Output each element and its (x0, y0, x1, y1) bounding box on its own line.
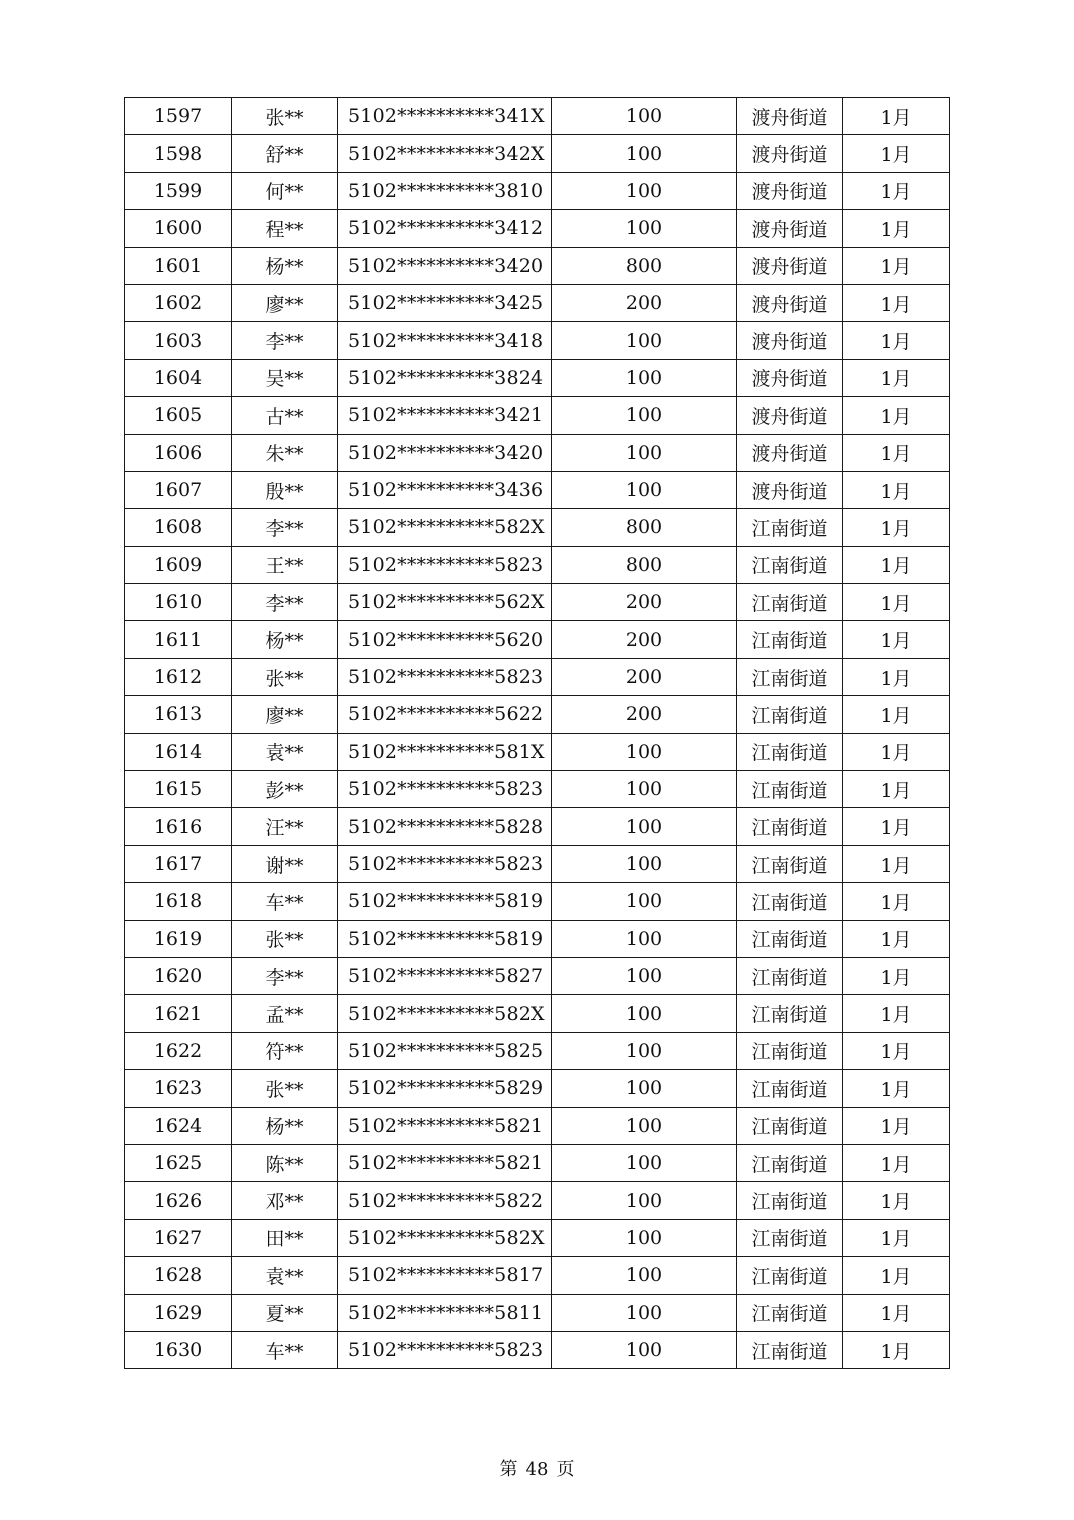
amount-cell: 100 (552, 1331, 737, 1368)
name-cell: 孟** (232, 995, 338, 1032)
street-cell: 江南街道 (737, 995, 843, 1032)
row-number-cell: 1622 (125, 1032, 232, 1069)
id-number-cell: 5102**********3412 (338, 210, 552, 247)
row-number-cell: 1612 (125, 658, 232, 695)
month-cell: 1月 (843, 135, 950, 172)
name-cell: 廖** (232, 696, 338, 733)
street-cell: 江南街道 (737, 1331, 843, 1368)
month-cell: 1月 (843, 1107, 950, 1144)
row-number-cell: 1629 (125, 1294, 232, 1331)
id-number-cell: 5102**********5822 (338, 1182, 552, 1219)
street-cell: 江南街道 (737, 546, 843, 583)
row-number-cell: 1600 (125, 210, 232, 247)
street-cell: 江南街道 (737, 1219, 843, 1256)
name-cell: 袁** (232, 1257, 338, 1294)
street-cell: 渡舟街道 (737, 284, 843, 321)
amount-cell: 100 (552, 322, 737, 359)
id-number-cell: 5102**********5823 (338, 845, 552, 882)
table-row (125, 1107, 950, 1144)
id-number-cell: 5102**********5823 (338, 658, 552, 695)
page-number: 48 (525, 1459, 549, 1480)
street-cell: 渡舟街道 (737, 397, 843, 434)
name-cell: 何** (232, 172, 338, 209)
row-number-cell: 1599 (125, 172, 232, 209)
table-row (125, 98, 950, 135)
name-cell: 程** (232, 210, 338, 247)
street-cell: 江南街道 (737, 696, 843, 733)
amount-cell: 100 (552, 1032, 737, 1069)
row-number-cell: 1630 (125, 1331, 232, 1368)
street-cell: 渡舟街道 (737, 434, 843, 471)
name-cell: 陈** (232, 1144, 338, 1181)
name-cell: 王** (232, 546, 338, 583)
street-cell: 江南街道 (737, 1107, 843, 1144)
table-row (125, 584, 950, 621)
id-number-cell: 5102**********5817 (338, 1257, 552, 1294)
month-cell: 1月 (843, 920, 950, 957)
table-row (125, 135, 950, 172)
amount-cell: 100 (552, 471, 737, 508)
page-suffix: 页 (556, 1459, 575, 1480)
id-number-cell: 5102**********5823 (338, 771, 552, 808)
amount-cell: 100 (552, 434, 737, 471)
month-cell: 1月 (843, 247, 950, 284)
month-cell: 1月 (843, 322, 950, 359)
row-number-cell: 1616 (125, 808, 232, 845)
id-number-cell: 5102**********3824 (338, 359, 552, 396)
month-cell: 1月 (843, 284, 950, 321)
name-cell: 符** (232, 1032, 338, 1069)
id-number-cell: 5102**********581X (338, 733, 552, 770)
table-row (125, 957, 950, 994)
amount-cell: 100 (552, 135, 737, 172)
month-cell: 1月 (843, 546, 950, 583)
amount-cell: 100 (552, 733, 737, 770)
name-cell: 廖** (232, 284, 338, 321)
amount-cell: 100 (552, 1107, 737, 1144)
row-number-cell: 1619 (125, 920, 232, 957)
month-cell: 1月 (843, 1182, 950, 1219)
street-cell: 渡舟街道 (737, 359, 843, 396)
amount-cell: 100 (552, 1294, 737, 1331)
table-row (125, 434, 950, 471)
id-number-cell: 5102**********5811 (338, 1294, 552, 1331)
row-number-cell: 1620 (125, 957, 232, 994)
street-cell: 江南街道 (737, 1032, 843, 1069)
id-number-cell: 5102**********562X (338, 584, 552, 621)
row-number-cell: 1609 (125, 546, 232, 583)
street-cell: 江南街道 (737, 1182, 843, 1219)
amount-cell: 100 (552, 1144, 737, 1181)
row-number-cell: 1608 (125, 509, 232, 546)
row-number-cell: 1614 (125, 733, 232, 770)
street-cell: 渡舟街道 (737, 172, 843, 209)
amount-cell: 800 (552, 509, 737, 546)
month-cell: 1月 (843, 359, 950, 396)
name-cell: 张** (232, 658, 338, 695)
page-prefix: 第 (499, 1459, 518, 1480)
id-number-cell: 5102**********3418 (338, 322, 552, 359)
name-cell: 吴** (232, 359, 338, 396)
table-row (125, 1219, 950, 1256)
month-cell: 1月 (843, 172, 950, 209)
month-cell: 1月 (843, 98, 950, 135)
name-cell: 邓** (232, 1182, 338, 1219)
street-cell: 渡舟街道 (737, 135, 843, 172)
month-cell: 1月 (843, 1144, 950, 1181)
name-cell: 彭** (232, 771, 338, 808)
row-number-cell: 1606 (125, 434, 232, 471)
table-body (125, 98, 950, 1369)
name-cell: 李** (232, 509, 338, 546)
name-cell: 夏** (232, 1294, 338, 1331)
amount-cell: 200 (552, 621, 737, 658)
id-number-cell: 5102**********3810 (338, 172, 552, 209)
table-row (125, 883, 950, 920)
name-cell: 谢** (232, 845, 338, 882)
amount-cell: 100 (552, 397, 737, 434)
name-cell: 汪** (232, 808, 338, 845)
street-cell: 江南街道 (737, 658, 843, 695)
row-number-cell: 1613 (125, 696, 232, 733)
street-cell: 江南街道 (737, 584, 843, 621)
row-number-cell: 1627 (125, 1219, 232, 1256)
id-number-cell: 5102**********5622 (338, 696, 552, 733)
table-row (125, 359, 950, 396)
table-row (125, 1032, 950, 1069)
amount-cell: 100 (552, 98, 737, 135)
street-cell: 渡舟街道 (737, 247, 843, 284)
street-cell: 江南街道 (737, 957, 843, 994)
row-number-cell: 1603 (125, 322, 232, 359)
name-cell: 车** (232, 1331, 338, 1368)
amount-cell: 200 (552, 658, 737, 695)
id-number-cell: 5102**********3436 (338, 471, 552, 508)
id-number-cell: 5102**********5828 (338, 808, 552, 845)
id-number-cell: 5102**********582X (338, 1219, 552, 1256)
table-row (125, 284, 950, 321)
month-cell: 1月 (843, 1032, 950, 1069)
month-cell: 1月 (843, 995, 950, 1032)
month-cell: 1月 (843, 733, 950, 770)
amount-cell: 800 (552, 247, 737, 284)
id-number-cell: 5102**********5823 (338, 546, 552, 583)
street-cell: 江南街道 (737, 1257, 843, 1294)
id-number-cell: 5102**********5620 (338, 621, 552, 658)
name-cell: 古** (232, 397, 338, 434)
row-number-cell: 1626 (125, 1182, 232, 1219)
street-cell: 渡舟街道 (737, 98, 843, 135)
street-cell: 江南街道 (737, 920, 843, 957)
name-cell: 车** (232, 883, 338, 920)
table-row (125, 1294, 950, 1331)
name-cell: 杨** (232, 1107, 338, 1144)
amount-cell: 100 (552, 1182, 737, 1219)
row-number-cell: 1623 (125, 1070, 232, 1107)
table-row (125, 322, 950, 359)
id-number-cell: 5102**********5821 (338, 1144, 552, 1181)
street-cell: 渡舟街道 (737, 322, 843, 359)
name-cell: 舒** (232, 135, 338, 172)
amount-cell: 200 (552, 584, 737, 621)
row-number-cell: 1605 (125, 397, 232, 434)
street-cell: 江南街道 (737, 1294, 843, 1331)
table-row (125, 1257, 950, 1294)
id-number-cell: 5102**********3421 (338, 397, 552, 434)
amount-cell: 100 (552, 1219, 737, 1256)
table-row (125, 471, 950, 508)
table-row (125, 1182, 950, 1219)
subsidy-table (124, 97, 950, 1369)
table-row (125, 397, 950, 434)
row-number-cell: 1624 (125, 1107, 232, 1144)
name-cell: 李** (232, 957, 338, 994)
row-number-cell: 1625 (125, 1144, 232, 1181)
table-row (125, 546, 950, 583)
amount-cell: 100 (552, 845, 737, 882)
name-cell: 杨** (232, 247, 338, 284)
month-cell: 1月 (843, 883, 950, 920)
id-number-cell: 5102**********5827 (338, 957, 552, 994)
month-cell: 1月 (843, 1070, 950, 1107)
month-cell: 1月 (843, 509, 950, 546)
table-row (125, 210, 950, 247)
row-number-cell: 1611 (125, 621, 232, 658)
amount-cell: 100 (552, 1257, 737, 1294)
street-cell: 江南街道 (737, 621, 843, 658)
name-cell: 李** (232, 584, 338, 621)
table-row (125, 658, 950, 695)
row-number-cell: 1628 (125, 1257, 232, 1294)
month-cell: 1月 (843, 845, 950, 882)
month-cell: 1月 (843, 771, 950, 808)
amount-cell: 100 (552, 210, 737, 247)
month-cell: 1月 (843, 957, 950, 994)
street-cell: 江南街道 (737, 1144, 843, 1181)
amount-cell: 100 (552, 808, 737, 845)
amount-cell: 100 (552, 883, 737, 920)
month-cell: 1月 (843, 1331, 950, 1368)
table-row (125, 621, 950, 658)
month-cell: 1月 (843, 1219, 950, 1256)
table-row (125, 172, 950, 209)
id-number-cell: 5102**********5823 (338, 1331, 552, 1368)
row-number-cell: 1621 (125, 995, 232, 1032)
id-number-cell: 5102**********3425 (338, 284, 552, 321)
street-cell: 江南街道 (737, 1070, 843, 1107)
table-row (125, 920, 950, 957)
month-cell: 1月 (843, 1257, 950, 1294)
amount-cell: 100 (552, 359, 737, 396)
street-cell: 江南街道 (737, 509, 843, 546)
row-number-cell: 1618 (125, 883, 232, 920)
name-cell: 张** (232, 98, 338, 135)
id-number-cell: 5102**********5819 (338, 883, 552, 920)
id-number-cell: 5102**********582X (338, 509, 552, 546)
table-row (125, 845, 950, 882)
month-cell: 1月 (843, 471, 950, 508)
id-number-cell: 5102**********5829 (338, 1070, 552, 1107)
table-row (125, 733, 950, 770)
amount-cell: 100 (552, 995, 737, 1032)
row-number-cell: 1598 (125, 135, 232, 172)
street-cell: 渡舟街道 (737, 471, 843, 508)
page-footer (0, 1455, 1074, 1481)
month-cell: 1月 (843, 1294, 950, 1331)
month-cell: 1月 (843, 397, 950, 434)
amount-cell: 100 (552, 172, 737, 209)
name-cell: 朱** (232, 434, 338, 471)
month-cell: 1月 (843, 210, 950, 247)
street-cell: 江南街道 (737, 845, 843, 882)
name-cell: 杨** (232, 621, 338, 658)
name-cell: 田** (232, 1219, 338, 1256)
row-number-cell: 1607 (125, 471, 232, 508)
row-number-cell: 1602 (125, 284, 232, 321)
amount-cell: 800 (552, 546, 737, 583)
table-row (125, 696, 950, 733)
street-cell: 江南街道 (737, 733, 843, 770)
row-number-cell: 1615 (125, 771, 232, 808)
month-cell: 1月 (843, 696, 950, 733)
row-number-cell: 1610 (125, 584, 232, 621)
month-cell: 1月 (843, 584, 950, 621)
id-number-cell: 5102**********3420 (338, 434, 552, 471)
table-row (125, 1331, 950, 1368)
row-number-cell: 1617 (125, 845, 232, 882)
table-row (125, 1070, 950, 1107)
row-number-cell: 1601 (125, 247, 232, 284)
name-cell: 殷** (232, 471, 338, 508)
id-number-cell: 5102**********342X (338, 135, 552, 172)
street-cell: 江南街道 (737, 771, 843, 808)
street-cell: 渡舟街道 (737, 210, 843, 247)
amount-cell: 200 (552, 696, 737, 733)
id-number-cell: 5102**********5825 (338, 1032, 552, 1069)
table-row (125, 995, 950, 1032)
amount-cell: 100 (552, 957, 737, 994)
month-cell: 1月 (843, 808, 950, 845)
row-number-cell: 1604 (125, 359, 232, 396)
id-number-cell: 5102**********3420 (338, 247, 552, 284)
amount-cell: 200 (552, 284, 737, 321)
table-row (125, 247, 950, 284)
table-row (125, 771, 950, 808)
month-cell: 1月 (843, 621, 950, 658)
id-number-cell: 5102**********5819 (338, 920, 552, 957)
name-cell: 李** (232, 322, 338, 359)
name-cell: 张** (232, 1070, 338, 1107)
street-cell: 江南街道 (737, 808, 843, 845)
id-number-cell: 5102**********341X (338, 98, 552, 135)
table-row (125, 1144, 950, 1181)
street-cell: 江南街道 (737, 883, 843, 920)
month-cell: 1月 (843, 434, 950, 471)
id-number-cell: 5102**********5821 (338, 1107, 552, 1144)
id-number-cell: 5102**********582X (338, 995, 552, 1032)
amount-cell: 100 (552, 1070, 737, 1107)
month-cell: 1月 (843, 658, 950, 695)
table-row (125, 808, 950, 845)
amount-cell: 100 (552, 920, 737, 957)
amount-cell: 100 (552, 771, 737, 808)
row-number-cell: 1597 (125, 98, 232, 135)
table-row (125, 509, 950, 546)
name-cell: 张** (232, 920, 338, 957)
name-cell: 袁** (232, 733, 338, 770)
